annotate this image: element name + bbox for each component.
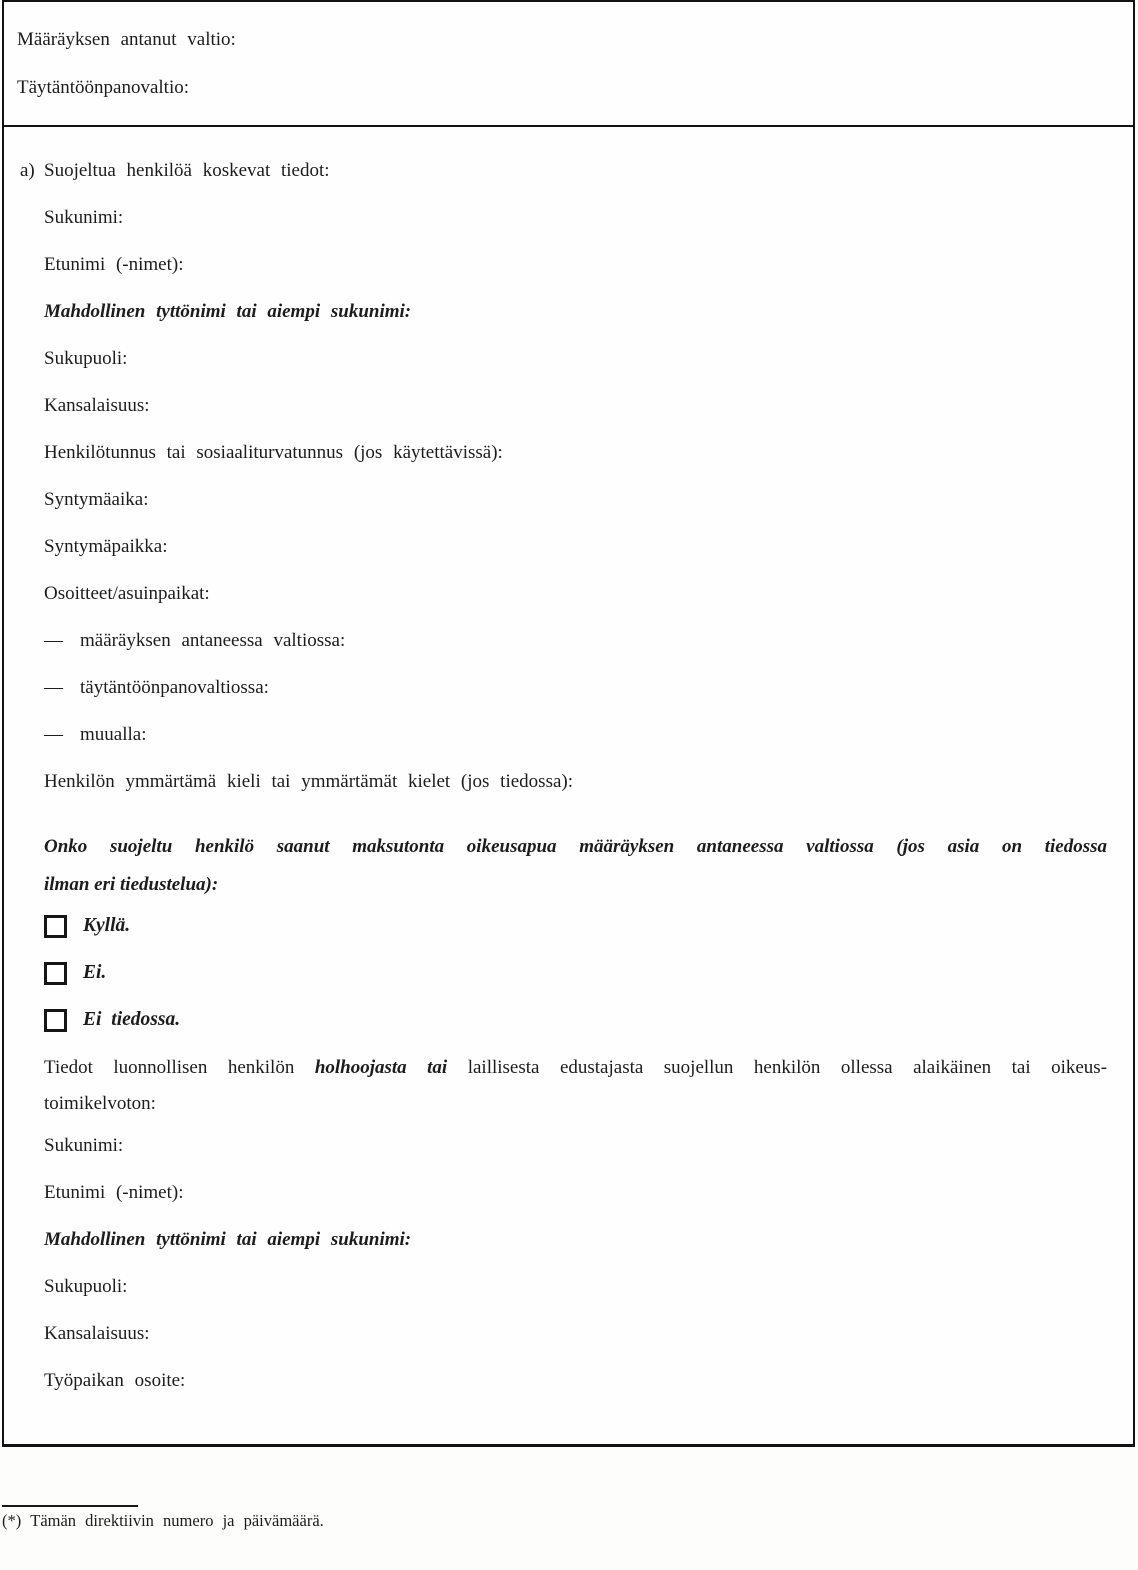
em-dash: — <box>44 630 63 651</box>
footnote-text: Tämän direktiivin numero ja päivämäärä. <box>30 1511 324 1530</box>
guardian-field-firstname: Etunimi (-nimet): <box>44 1182 184 1203</box>
checkbox-no-label: Ei. <box>83 962 107 983</box>
guardian-field-gender: Sukupuoli: <box>44 1276 128 1297</box>
guardian-intro-line2: toimikelvoton: <box>44 1093 156 1114</box>
legal-aid-question-line1: Onko suojeltu henkilö saanut maksutonta oikeusapua määräyksen antaneessa valtiossa (jos asia on tiedossa <box>44 836 1107 857</box>
address-item-elsewhere <box>20 711 1107 758</box>
address-item-executing-state <box>20 664 1107 711</box>
address-item-label: muualla: <box>80 724 147 745</box>
states-section <box>4 2 1133 127</box>
guardian-intro-emphasis: holhoojasta tai <box>314 1057 448 1078</box>
legal-aid-question <box>44 828 1107 904</box>
section-a-heading <box>20 147 1107 194</box>
field-languages: Henkilön ymmärtämä kieli tai ymmärtämät kielet (jos tiedossa): <box>44 771 574 792</box>
checkbox-option-no <box>20 951 1107 995</box>
checkbox-option-yes <box>20 904 1107 948</box>
legal-aid-question-line2: ilman eri tiedustelua): <box>44 874 219 895</box>
field-surname: Sukunimi: <box>44 207 124 228</box>
em-dash: — <box>44 724 63 745</box>
form-table <box>2 0 1135 1447</box>
section-a-title: Suojeltua henkilöä koskevat tiedot: <box>44 160 330 181</box>
field-id-number: Henkilötunnus tai sosiaaliturvatunnus (jos käytettävissä): <box>44 442 503 463</box>
checkbox-unknown[interactable] <box>44 1009 67 1032</box>
checkbox-yes-label: Kyllä. <box>83 915 131 936</box>
address-item-issuing-state <box>20 617 1107 664</box>
checkbox-no[interactable] <box>44 962 67 985</box>
field-firstname: Etunimi (-nimet): <box>44 254 184 275</box>
guardian-field-maiden-name: Mahdollinen tyttönimi tai aiempi sukunimi: <box>44 1229 412 1250</box>
field-birth-place: Syntymäpaikka: <box>44 536 168 557</box>
checkbox-unknown-label: Ei tiedossa. <box>83 1009 181 1030</box>
issuing-state-field: Määräyksen antanut valtio: <box>17 29 236 50</box>
protected-person-section <box>4 147 1133 1404</box>
address-item-label: täytäntöönpanovaltiossa: <box>80 677 269 698</box>
field-birth-date: Syntymäaika: <box>44 489 149 510</box>
section-a-marker: a) <box>20 160 35 181</box>
field-gender: Sukupuoli: <box>44 348 128 369</box>
footnote-text-line <box>2 1510 324 1532</box>
address-item-label: määräyksen antaneessa valtiossa: <box>80 630 346 651</box>
field-nationality: Kansalaisuus: <box>44 395 150 416</box>
field-maiden-name: Mahdollinen tyttönimi tai aiempi sukunimi: <box>44 301 412 322</box>
executing-state-field: Täytäntöönpanovaltio: <box>17 77 190 98</box>
guardian-intro-paragraph <box>44 1050 1107 1122</box>
footnote-rule <box>2 1505 138 1507</box>
field-addresses: Osoitteet/asuinpaikat: <box>44 583 210 604</box>
footnote-marker: (*) <box>2 1511 22 1530</box>
guardian-intro-text: Tiedot luonnollisen henkilön <box>44 1057 295 1078</box>
checkbox-option-unknown <box>20 998 1107 1042</box>
em-dash: — <box>44 677 63 698</box>
guardian-intro-line1 <box>44 1050 1107 1086</box>
checkbox-yes[interactable] <box>44 915 67 938</box>
guardian-field-work-address: Työpaikan osoite: <box>44 1370 186 1391</box>
footnote <box>2 1505 324 1532</box>
guardian-field-nationality: Kansalaisuus: <box>44 1323 150 1344</box>
guardian-intro-text: laillisesta edustajasta suojellun henkilön ollessa alaikäinen tai oikeus- <box>467 1057 1108 1078</box>
guardian-field-surname: Sukunimi: <box>44 1135 124 1156</box>
